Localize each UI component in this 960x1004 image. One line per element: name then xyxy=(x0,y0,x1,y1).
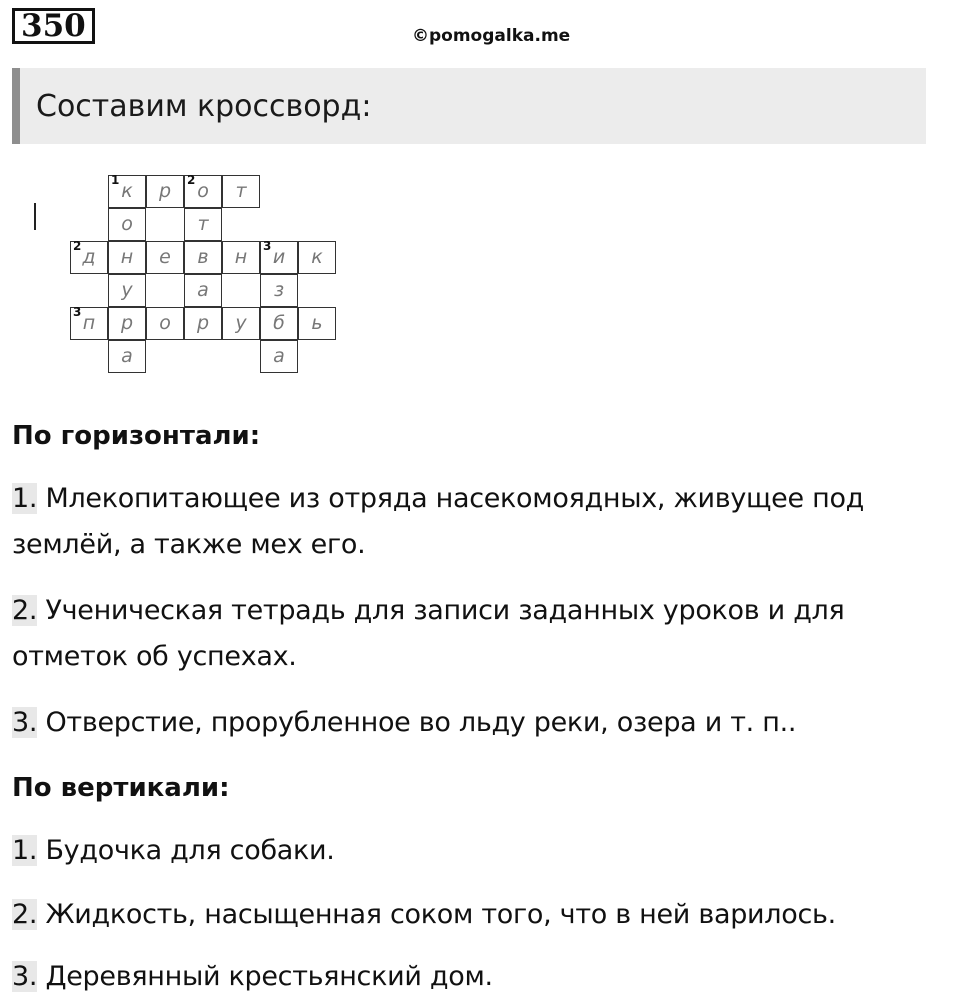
crossword-cell xyxy=(184,307,222,340)
clue-text: Отверстие, прорубленное во льду реки, озера и т. п.. xyxy=(37,707,797,738)
crossword-cell xyxy=(260,307,298,340)
cell-number: 2 xyxy=(187,173,196,187)
crossword-cell xyxy=(260,241,298,274)
cell-number: 3 xyxy=(73,305,82,319)
crossword-cell xyxy=(184,208,222,241)
vertical-clue-3 xyxy=(12,954,942,1000)
clue-text: Деревянный крестьянский дом. xyxy=(37,961,493,992)
cell-letter: к xyxy=(121,180,133,202)
cell-number: 3 xyxy=(263,239,272,253)
clue-number: 2. xyxy=(12,899,38,930)
crossword-cell xyxy=(108,307,146,340)
clue-number: 2. xyxy=(12,595,38,626)
cell-letter: п xyxy=(82,312,96,334)
cell-letter: к xyxy=(311,246,323,268)
crossword-cell xyxy=(70,307,108,340)
crossword-cell xyxy=(298,241,336,274)
horizontal-clue-2 xyxy=(12,588,942,680)
clue-number: 3. xyxy=(12,707,38,738)
cell-letter: о xyxy=(159,312,171,334)
cell-letter: р xyxy=(120,312,134,334)
cell-letter: и xyxy=(272,246,286,268)
clue-number: 1. xyxy=(12,835,38,866)
task-number: 350 xyxy=(12,8,95,44)
crossword-cell xyxy=(184,274,222,307)
horizontal-clue-1 xyxy=(12,476,942,568)
crossword-cell xyxy=(222,241,260,274)
crossword-cell xyxy=(298,307,336,340)
crossword-cell xyxy=(260,274,298,307)
cell-letter: р xyxy=(158,180,172,202)
clue-text: Будочка для собаки. xyxy=(37,835,335,866)
cell-letter: б xyxy=(273,312,285,334)
vertical-heading: По вертикали: xyxy=(12,773,230,803)
crossword-cell xyxy=(146,307,184,340)
crossword-cell xyxy=(146,241,184,274)
crossword-cell xyxy=(108,208,146,241)
cell-letter: н xyxy=(120,246,134,268)
crossword-cell xyxy=(222,307,260,340)
clue-number: 1. xyxy=(12,483,38,514)
crossword-cell xyxy=(184,241,222,274)
crossword-cell xyxy=(222,175,260,208)
horizontal-heading: По горизонтали: xyxy=(12,421,261,451)
cell-letter: д xyxy=(82,246,96,268)
cell-letter: в xyxy=(197,246,209,268)
cell-letter: о xyxy=(197,180,209,202)
crossword-cell xyxy=(108,175,146,208)
cell-letter: т xyxy=(197,213,209,235)
cell-letter: р xyxy=(196,312,210,334)
crossword-cell xyxy=(184,175,222,208)
cell-letter: у xyxy=(121,279,133,301)
clue-number: 3. xyxy=(12,961,38,992)
cell-letter: т xyxy=(235,180,247,202)
horizontal-clue-3 xyxy=(12,700,942,746)
clue-text: Ученическая тетрадь для записи заданных уроков и для отметок об успехах. xyxy=(12,595,845,672)
crossword-cell xyxy=(70,241,108,274)
crossword-grid xyxy=(70,175,336,373)
vertical-clue-1 xyxy=(12,828,942,874)
cell-number: 1 xyxy=(111,173,120,187)
clue-text: Млекопитающее из отряда насекомоядных, живущее под землёй, а также мех его. xyxy=(12,483,865,560)
cell-letter: а xyxy=(273,345,285,367)
cell-number: 2 xyxy=(73,239,82,253)
cell-letter: ь xyxy=(311,312,323,334)
cell-letter: у xyxy=(235,312,247,334)
cell-letter: н xyxy=(234,246,248,268)
crossword-cell xyxy=(146,175,184,208)
vertical-clue-2 xyxy=(12,892,942,938)
crossword-cell xyxy=(260,340,298,373)
cell-letter: а xyxy=(121,345,133,367)
clue-text: Жидкость, насыщенная соком того, что в ней варилось. xyxy=(37,899,836,930)
text-cursor xyxy=(34,203,36,230)
cell-letter: а xyxy=(197,279,209,301)
crossword-cell xyxy=(108,340,146,373)
source-watermark: ©pomogalka.me xyxy=(412,26,571,46)
crossword-cell xyxy=(108,274,146,307)
cell-letter: е xyxy=(159,246,171,268)
cell-letter: з xyxy=(273,279,285,301)
banner-text: Составим кроссворд: xyxy=(36,89,372,124)
task-banner xyxy=(12,68,926,144)
cell-letter: о xyxy=(121,213,133,235)
crossword-cell xyxy=(108,241,146,274)
